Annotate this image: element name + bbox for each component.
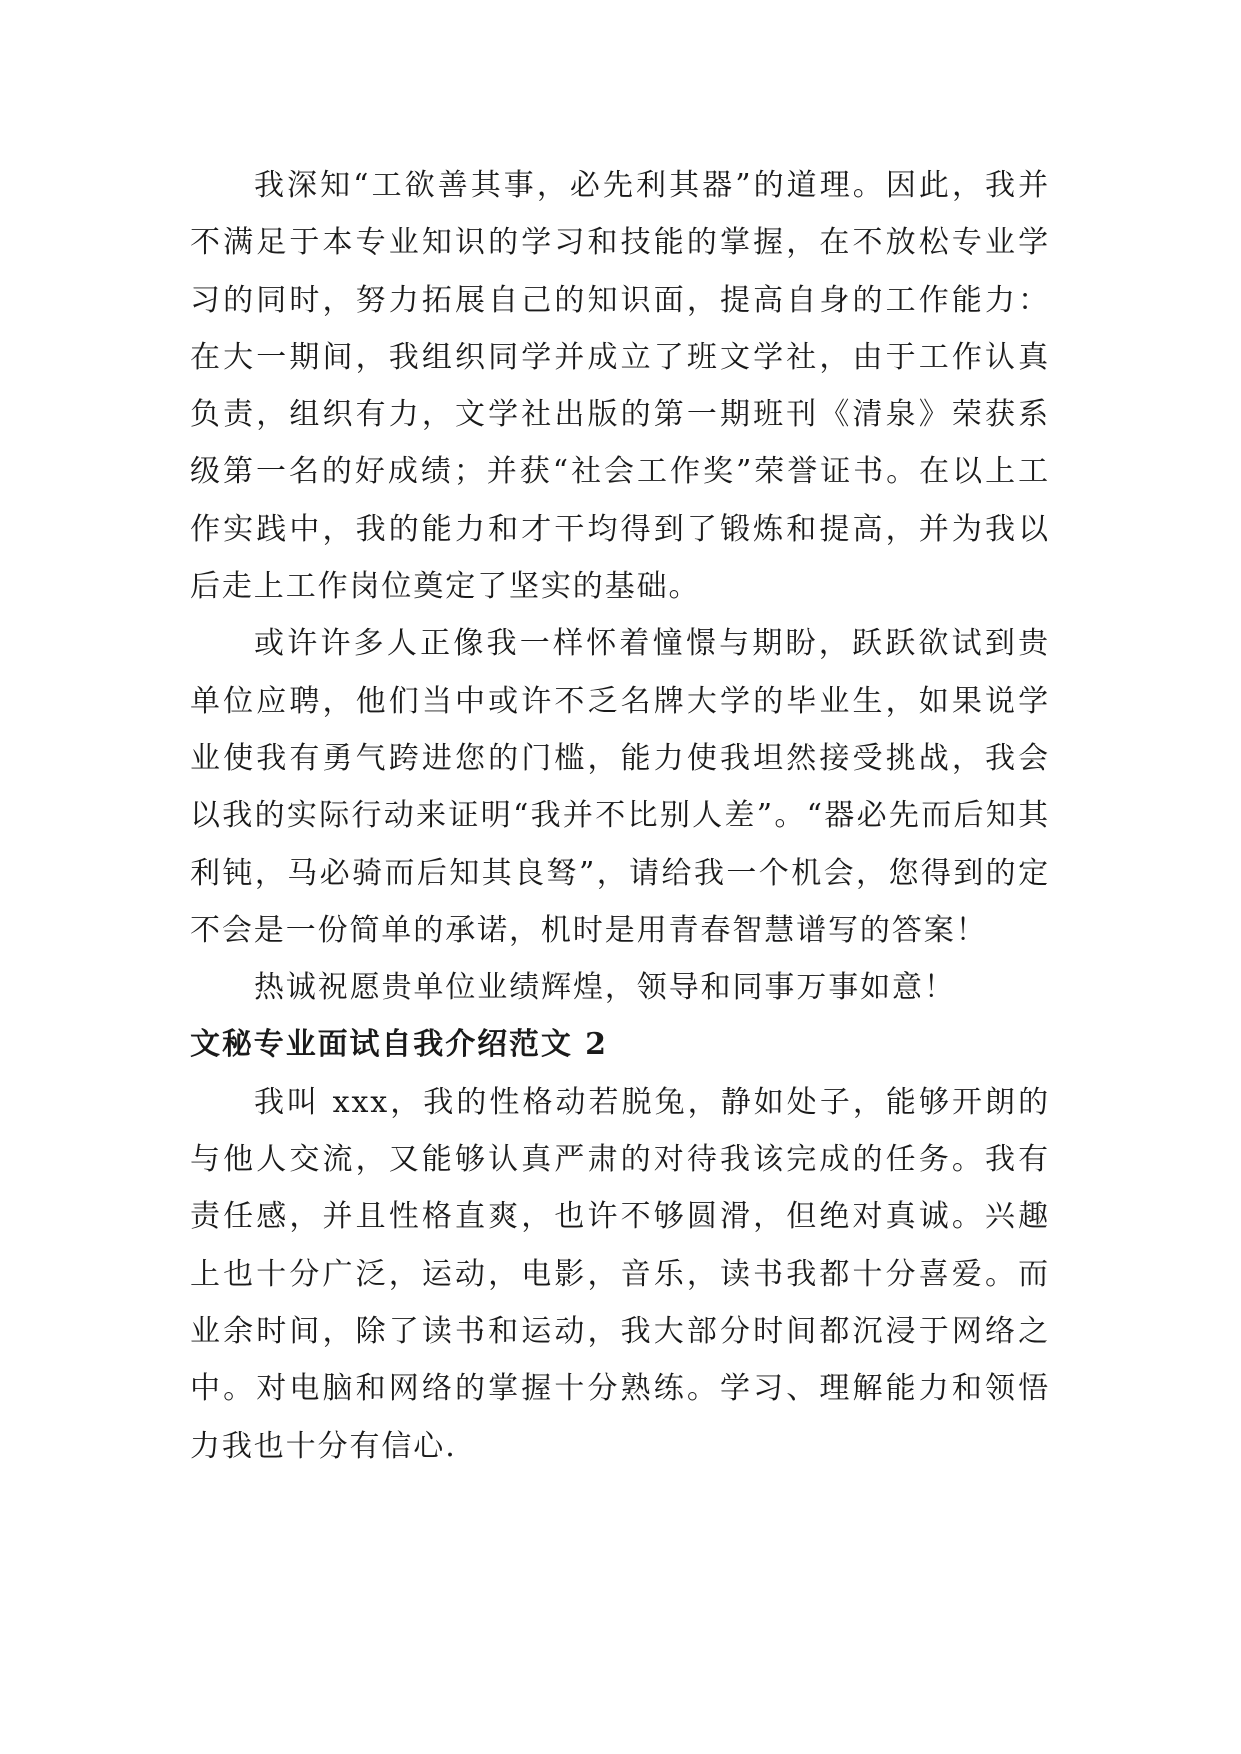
- document-page: [190, 157, 1050, 1475]
- paragraph-wishes: 热诚祝愿贵单位业绩辉煌，领导和同事万事如意！: [254, 970, 956, 1006]
- paragraph-tools: 我深知“工欲善其事，必先利其器”的道理。因此，我并不满足于本专业知识的学习和技能的掌握，在不放松专业学习的同时，努力拓展自己的知识面，提高自身的工作能力：在大一期间，我组织同学并成立了班文学社，由于工作认真负责，组织有力，文学社出版的第一期班刊《清泉》荣获系级第一名的好成绩；并获“社会工作奖”荣誉证书。在以上工作实践中，我的能力和才干均得到了锻炼和提高，并为我以后走上工作岗位奠定了坚实的基础。: [190, 168, 1050, 605]
- section-heading: 文秘专业面试自我介绍范文 2: [190, 1027, 608, 1063]
- paragraph-introduction: 我叫 xxx，我的性格动若脱兔，静如处子，能够开朗的与他人交流，又能够认真严肃的对待我该完成的任务。我有责任感，并且性格直爽，也许不够圆滑，但绝对真诚。兴趣上也十分广泛，运动，电影，音乐，读书我都十分喜爱。而业余时间，除了读书和运动，我大部分时间都沉浸于网络之中。对电脑和网络的掌握十分熟练。学习、理解能力和领悟力我也十分有信心.: [190, 1084, 1050, 1464]
- paragraph-opportunity: 或许许多人正像我一样怀着憧憬与期盼，跃跃欲试到贵单位应聘，他们当中或许不乏名牌大学的毕业生，如果说学业使我有勇气跨进您的门槛，能力使我坦然接受挑战，我会以我的实际行动来证明“我并不比别人差”。“器必先而后知其利钝，马必骑而后知其良驽”，请给我一个机会，您得到的定不会是一份简单的承诺，机时是用青春智慧谱写的答案！: [190, 626, 1050, 948]
